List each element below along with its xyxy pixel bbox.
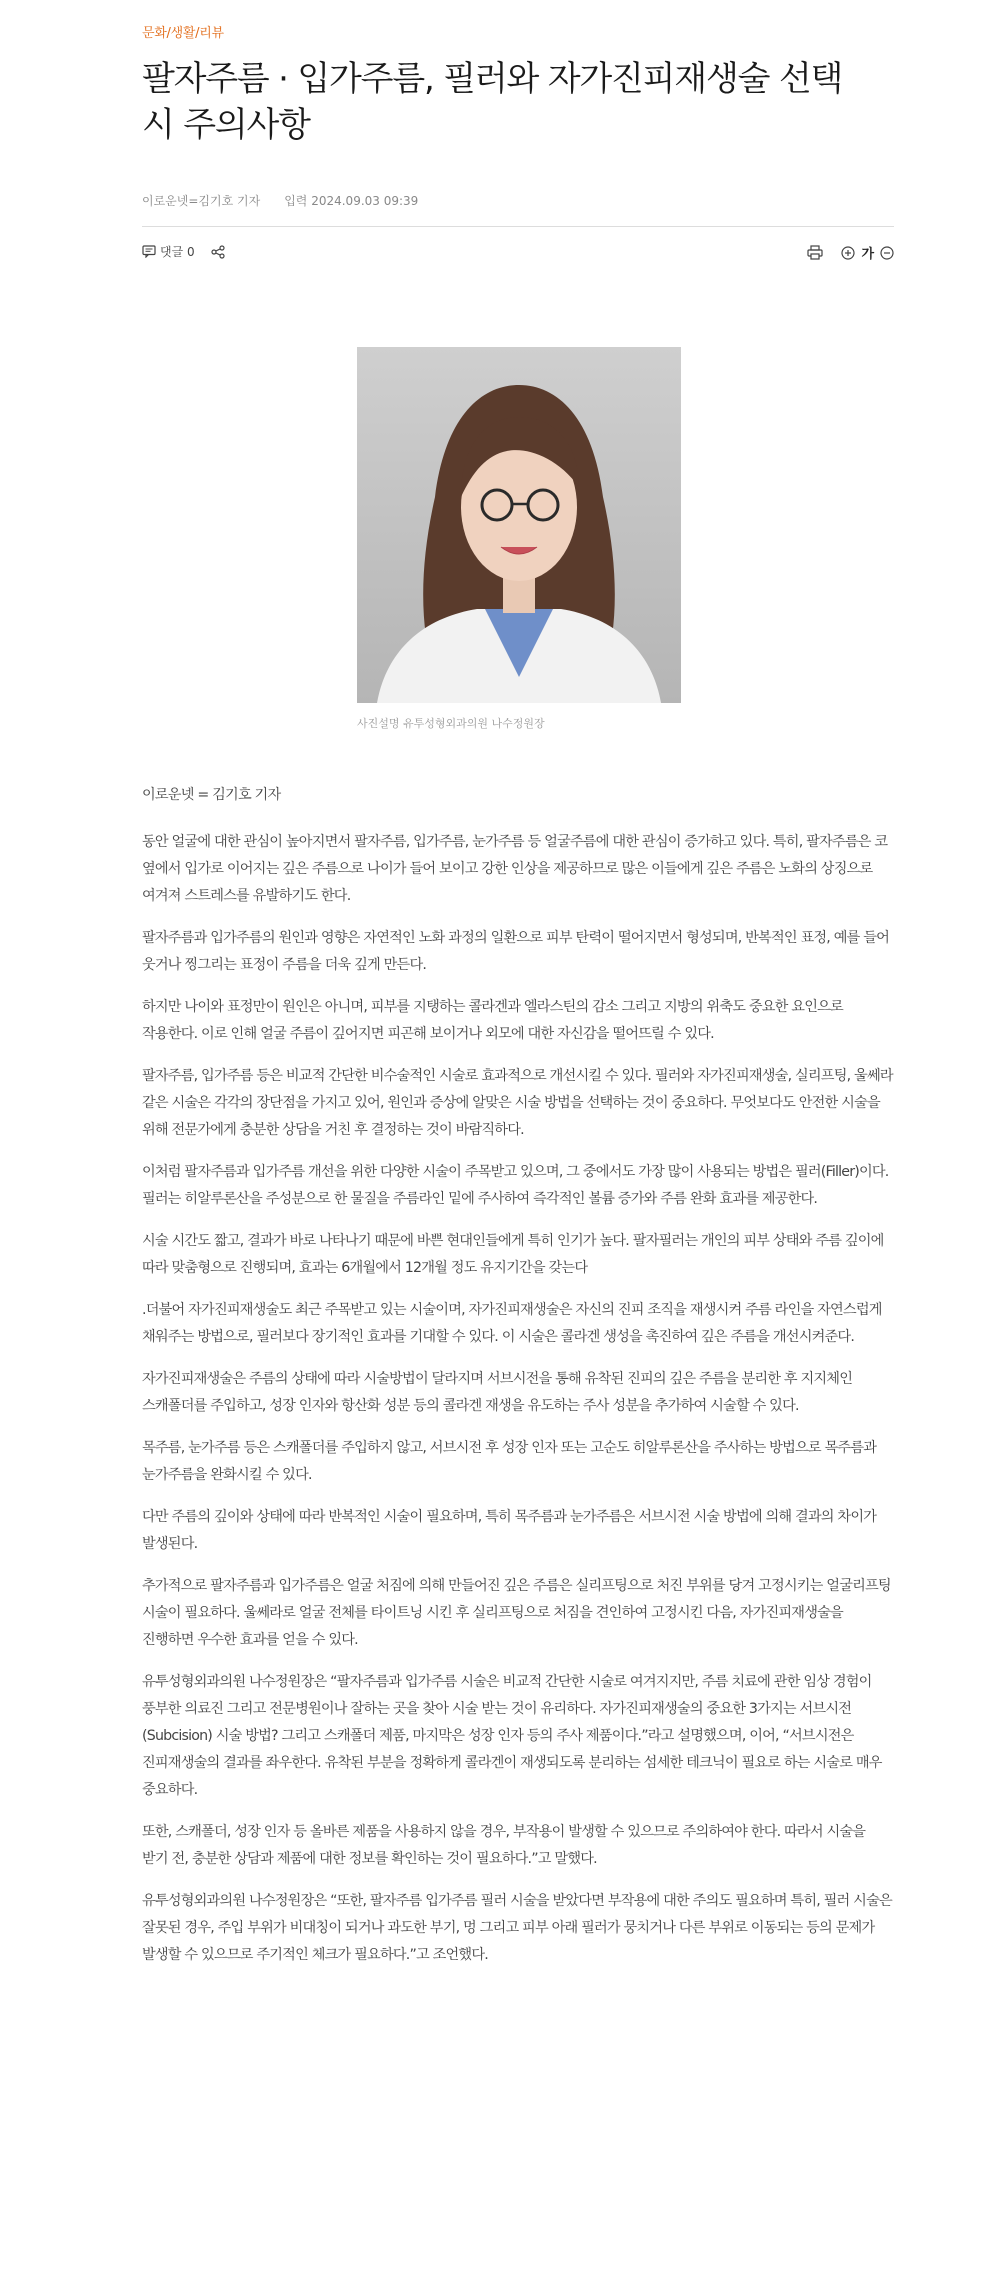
paragraph: 또한, 스캐폴더, 성장 인자 등 올바른 제품을 사용하지 않을 경우, 부작용이 발생할 수 있으므로 주의하여야 한다. 따라서 시술을 받기 전, 충분한 상담과 제품에 대한 정보를 확인하는 것이 필요하다.”고 말했다. bbox=[142, 1824, 866, 1867]
header-divider bbox=[142, 226, 894, 227]
zoom-in-icon[interactable] bbox=[841, 246, 855, 260]
author-name: 이로운넷=김기호 기자 bbox=[142, 194, 261, 208]
paragraph: 목주름, 눈가주름 등은 스캐폴더를 주입하지 않고, 서브시전 후 성장 인자 또는 고순도 히알루론산을 주사하는 방법으로 목주름과 눈가주름을 완화시킬 수 있다. bbox=[142, 1440, 877, 1483]
paragraph: 하지만 나이와 표정만이 원인은 아니며, 피부를 지탱하는 콜라겐과 엘라스틴의 감소 그리고 지방의 위축도 중요한 요인으로 작용한다. 이로 인해 얼굴 주름이 깊어지면 피곤해 보이거나 외모에 대한 자신감을 떨어뜨릴 수 있다. bbox=[142, 999, 843, 1042]
paragraph: 다만 주름의 깊이와 상태에 따라 반복적인 시술이 필요하며, 특히 목주름과 눈가주름은 서브시전 시술 방법에 의해 결과의 차이가 발생된다. bbox=[142, 1509, 877, 1552]
comment-icon[interactable] bbox=[142, 245, 156, 258]
paragraph: 시술 시간도 짧고, 결과가 바로 나타나기 때문에 바쁜 현대인들에게 특히 인기가 높다. 팔자필러는 개인의 피부 상태와 주름 깊이에 따라 맞춤형으로 진행되며, 효과는 6개월에서 12개월 정도 유지기간을 갖는다 bbox=[142, 1233, 884, 1276]
comment-count-button[interactable]: 댓글 0 bbox=[160, 245, 195, 259]
paragraph: 동안 얼굴에 대한 관심이 높아지면서 팔자주름, 입가주름, 눈가주름 등 얼굴주름에 대한 관심이 증가하고 있다. 특히, 팔자주름은 코 옆에서 입가로 이어지는 깊은 주름으로 나이가 들어 보이고 강한 인상을 제공하므로 많은 이들에게 깊은 주름은 노화의 상징으로 여겨져 스트레스를 유발하기도 한다. bbox=[142, 834, 888, 904]
article-toolbar bbox=[142, 243, 894, 263]
article-figure bbox=[357, 347, 681, 731]
print-icon[interactable] bbox=[807, 245, 823, 260]
publish-date: 입력 2024.09.03 09:39 bbox=[284, 194, 419, 208]
paragraph: 팔자주름과 입가주름의 원인과 영향은 자연적인 노화 과정의 일환으로 피부 탄력이 떨어지면서 형성되며, 반복적인 표정, 예를 들어 웃거나 찡그리는 표정이 주름을 더욱 깊게 만든다. bbox=[142, 930, 890, 973]
article-meta bbox=[142, 192, 418, 209]
zoom-out-icon[interactable] bbox=[880, 246, 894, 260]
photo-caption: 사진설명 유투성형외과의원 나수정원장 bbox=[357, 717, 545, 730]
body-byline: 이로운넷 = 김기호 기자 bbox=[142, 787, 281, 803]
font-size-label: 가 bbox=[861, 247, 874, 262]
share-icon[interactable] bbox=[211, 245, 225, 259]
paragraph: 팔자주름, 입가주름 등은 비교적 간단한 비수술적인 시술로 효과적으로 개선시킬 수 있다. 필러와 자가진피재생술, 실리프팅, 울쎄라 같은 시술은 각각의 장단점을 가지고 있어, 원인과 증상에 알맞은 시술 방법을 선택하는 것이 중요하다. 무엇보다도 안전한 시술을 위해 전문가에게 충분한 상담을 거친 후 결정하는 것이 바람직하다. bbox=[142, 1068, 893, 1138]
article-body bbox=[142, 782, 894, 1984]
paragraph: 유투성형외과의원 나수정원장은 “팔자주름과 입가주름 시술은 비교적 간단한 시술로 여겨지지만, 주름 치료에 관한 임상 경험이 풍부한 의료진 그리고 전문병원이나 잘하는 곳을 찾아 시술 받는 것이 유리하다. 자가진피재생술의 중요한 3가지는 서브시전(Subcision) 시술 방법? 그리고 스캐폴더 제품, 마지막은 성장 인자 등의 주사 제품이다.”라고 설명했으며, 이어, “서브시전은 진피재생술의 결과를 좌우한다. 유착된 부분을 정확하게 콜라겐이 재생되도록 분리하는 섬세한 테크닉이 필요로 하는 시술로 매우 중요하다. bbox=[142, 1674, 882, 1798]
paragraph: 이처럼 팔자주름과 입가주름 개선을 위한 다양한 시술이 주목받고 있으며, 그 중에서도 가장 많이 사용되는 방법은 필러(Filler)이다. 필러는 히알루론산을 주성분으로 한 물질을 주름라인 밑에 주사하여 즉각적인 볼륨 증가와 주름 완화 효과를 제공한다. bbox=[142, 1164, 889, 1207]
category-breadcrumb[interactable]: 문화/생활/리뷰 bbox=[142, 26, 224, 41]
paragraph: 자가진피재생술은 주름의 상태에 따라 시술방법이 달라지며 서브시전을 통해 유착된 진피의 깊은 주름을 분리한 후 지지체인 스캐폴더를 주입하고, 성장 인자와 항산화 성분 등의 콜라겐 재생을 유도하는 주사 성분을 추가하여 시술할 수 있다. bbox=[142, 1371, 853, 1414]
paragraph: 유투성형외과의원 나수정원장은 “또한, 팔자주름 입가주름 필러 시술을 받았다면 부작용에 대한 주의도 필요하며 특히, 필러 시술은 잘못된 경우, 주입 부위가 비대칭이 되거나 과도한 부기, 멍 그리고 피부 아래 필러가 뭉치거나 다른 부위로 이동되는 등의 문제가 발생할 수 있으므로 주기적인 체크가 필요하다.”고 조언했다. bbox=[142, 1893, 892, 1963]
article-title: 팔자주름 · 입가주름, 필러와 자가진피재생술 선택 시 주의사항 bbox=[142, 59, 843, 145]
paragraph: 추가적으로 팔자주름과 입가주름은 얼굴 처짐에 의해 만들어진 깊은 주름은 실리프팅으로 처진 부위를 당겨 고정시키는 얼굴리프팅 시술이 필요하다. 울쎄라로 얼굴 전체를 타이트닝 시킨 후 실리프팅으로 처짐을 견인하여 고정시킨 다음, 자가진피재생술을 진행하면 우수한 효과를 얻을 수 있다. bbox=[142, 1578, 891, 1648]
paragraph: .더불어 자가진피재생술도 최근 주목받고 있는 시술이며, 자가진피재생술은 자신의 진피 조직을 재생시켜 주름 라인을 자연스럽게 채워주는 방법으로, 필러보다 장기적인 효과를 기대할 수 있다. 이 시술은 콜라겐 생성을 촉진하여 깊은 주름을 개선시켜준다. bbox=[142, 1302, 882, 1345]
doctor-portrait-photo bbox=[357, 347, 681, 703]
